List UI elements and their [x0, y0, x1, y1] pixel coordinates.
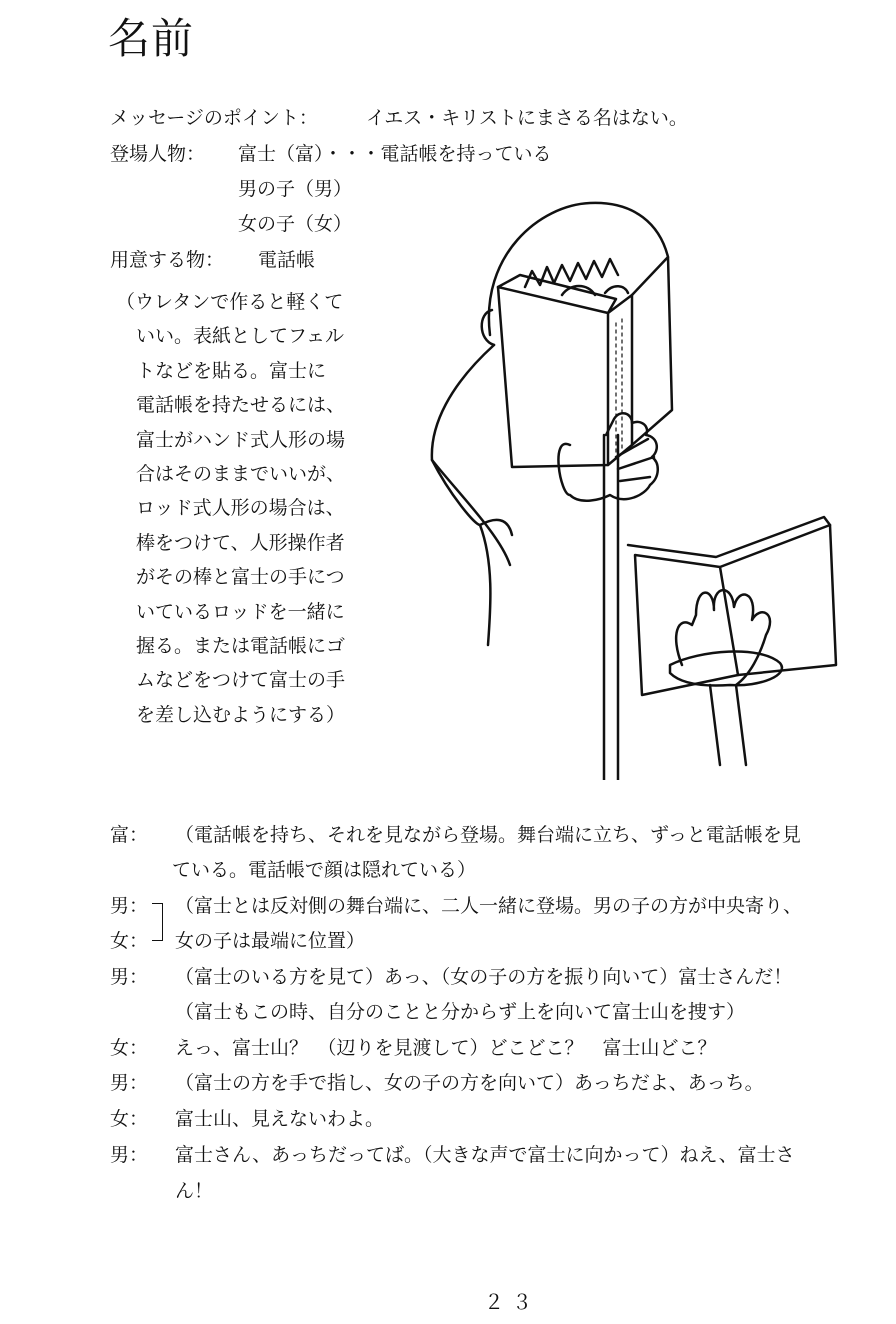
puppet-head [489, 203, 668, 335]
note-line: を差し込むようにする） [136, 703, 346, 726]
speaker-label: 富： [110, 824, 149, 846]
page-title: 名前 [108, 14, 195, 63]
dialogue-line: （富士のいる方を見て）あっ、（女の子の方を振り向いて）富士さんだ！ [175, 966, 793, 988]
puppet-shoulder [432, 345, 510, 565]
puppet-illustration [420, 195, 860, 780]
note-line: トなどを貼る。富士に [136, 359, 327, 382]
dialogue-line: えっ、富士山？ （辺りを見渡して）どこどこ？ 富士山どこ？ [175, 1037, 717, 1059]
note-line: いているロッドを一緒に [136, 600, 345, 623]
inset-strap [670, 651, 782, 685]
speaker-bracket [152, 903, 163, 941]
puppet-arm [432, 460, 490, 645]
note-line: ムなどをつけて富士の手 [136, 669, 346, 692]
note-line: ロッド式人形の場合は、 [136, 497, 345, 520]
dialogue-line: ている。電話帳で顔は隠れている） [172, 859, 477, 881]
note-line: がその棒と富士の手につ [136, 566, 345, 589]
dialogue-line: 富士山、見えないわよ。 [175, 1108, 385, 1130]
cast-label: 登場人物： [110, 143, 206, 165]
phonebook-cover [498, 287, 608, 467]
note-line: 合はそのままでいいが、 [136, 463, 346, 486]
speaker-label: 女： [110, 1108, 149, 1130]
speaker-label: 女： [110, 930, 149, 952]
note-line: 握る。または電話帳にゴ [136, 635, 346, 658]
page-number: ２３ [484, 1290, 540, 1314]
speaker-label: 男： [110, 1072, 149, 1094]
puppet-arm-fold [480, 520, 512, 535]
cast-item-girl: 女の子（女） [238, 213, 353, 235]
dialogue-line: （富士もこの時、自分のことと分からず上を向いて富士山を捜す） [175, 1001, 746, 1023]
phonebook-top-edge [498, 275, 616, 313]
phonebook-spine [608, 295, 632, 465]
message-point-text: イエス・キリストにまさる名はない。 [366, 107, 688, 129]
dialogue-line: （富士とは反対側の舞台端に、二人一緒に登場。男の子の方が中央寄り、 [175, 895, 803, 917]
inset-book-left [635, 555, 738, 695]
props-note [116, 285, 376, 732]
speaker-label: 男： [110, 1144, 149, 1166]
props-label: 用意する物： [110, 249, 225, 271]
speaker-label: 男： [110, 895, 149, 917]
dialogue-line: 富士さん、あっちだってば。（大きな声で富士に向かって）ねえ、富士さ [175, 1144, 795, 1166]
puppet-rod [604, 435, 618, 780]
note-line: 電話帳を持たせるには、 [136, 394, 346, 417]
note-line: （ウレタンで作ると軽くて [116, 291, 344, 313]
dialogue-line: （富士の方を手で指し、女の子の方を向いて）あっちだよ、あっち。 [175, 1072, 764, 1094]
speaker-label: 男： [110, 966, 149, 988]
note-line: 富士がハンド式人形の場 [136, 428, 346, 451]
props-value: 電話帳 [258, 249, 316, 271]
message-point-label: メッセージのポイント： [110, 107, 318, 129]
cast-item-fuji: 富士（富）・・・電話帳を持っている [238, 143, 552, 165]
dialogue-line: （電話帳を持ち、それを見ながら登場。舞台端に立ち、ずっと電話帳を見 [175, 824, 801, 846]
note-line: いい。表紙としてフェル [136, 325, 345, 348]
cast-item-boy: 男の子（男） [238, 178, 353, 200]
phonebook-back [632, 257, 672, 445]
dialogue-line: 女の子は最端に位置） [175, 930, 366, 952]
puppet-hair [525, 259, 618, 287]
note-line: 棒をつけて、人形操作者 [136, 531, 345, 554]
dialogue-line: ん！ [175, 1180, 214, 1202]
speaker-label: 女： [110, 1037, 149, 1059]
